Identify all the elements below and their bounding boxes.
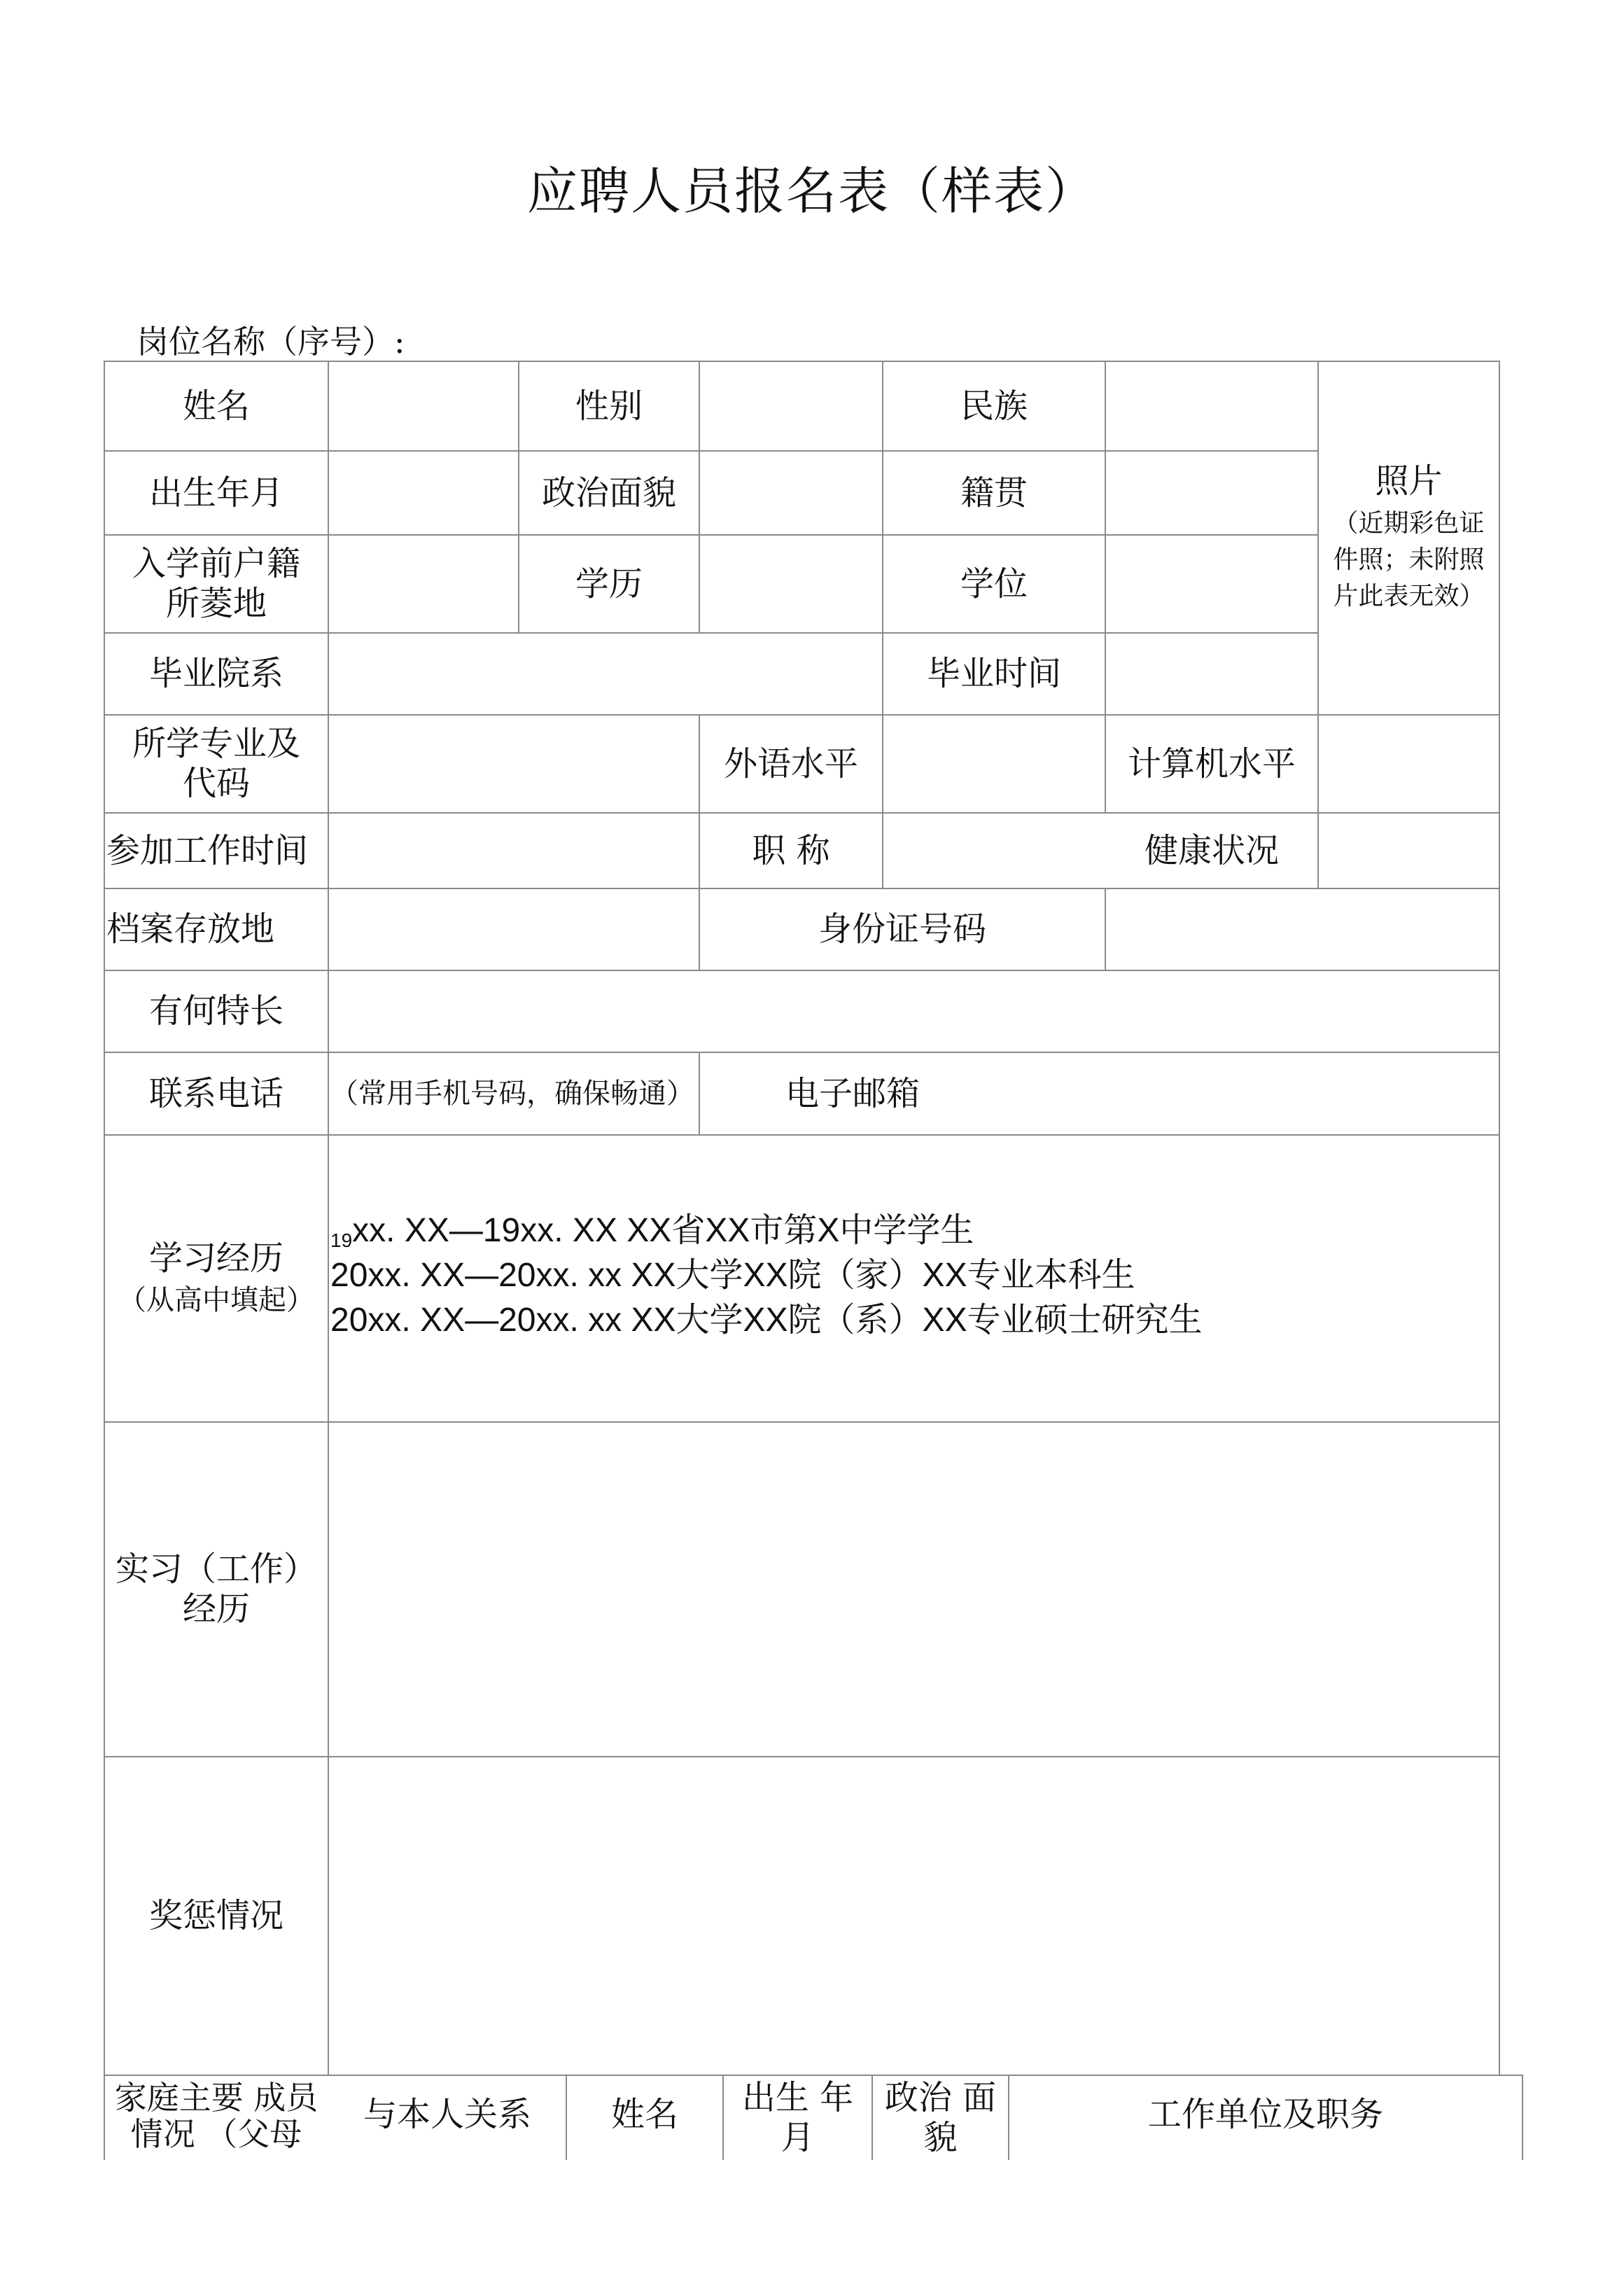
gender-field[interactable]: [700, 362, 882, 450]
label-native-place: 籍贯: [960, 473, 1028, 513]
label-major: [105, 716, 328, 812]
label-study-title: 学习经历: [148, 1238, 284, 1278]
photo-label: 照片: [1375, 461, 1443, 501]
work-experience-field[interactable]: [329, 1423, 1499, 1756]
work-start-field[interactable]: [329, 814, 699, 888]
label-job-title: 职 称: [752, 830, 830, 870]
label-study-note: （从高中填起）: [118, 1284, 314, 1317]
label-major-line2: 代码: [182, 764, 250, 803]
health-field[interactable]: [1319, 814, 1499, 888]
label-work-exp-line1: 实习（工作）: [115, 1549, 317, 1589]
label-work-exp-line2: 经历: [182, 1589, 250, 1629]
label-specialty: 有何特长: [148, 991, 284, 1031]
label-household: [105, 536, 328, 632]
foreign-lang-field[interactable]: [883, 716, 1105, 812]
label-work-experience: [105, 1423, 328, 1756]
study-entry: [330, 1298, 1203, 1343]
label-id-number: 身份证号码: [818, 909, 986, 949]
political-field[interactable]: [700, 452, 882, 534]
job-title-field[interactable]: [883, 814, 1105, 888]
label-archive: 档案存放地: [106, 909, 275, 949]
grad-time-field[interactable]: [1106, 634, 1317, 714]
label-political: 政治面貌: [541, 473, 676, 513]
study-entry-text: 20xx. XX—20xx. xx XX大学XX院（家）XX专业本科生: [330, 1257, 1135, 1294]
label-gender: 性别: [575, 386, 643, 426]
family-col-relation: 与本人关系: [363, 2094, 531, 2134]
major-field[interactable]: [329, 716, 699, 812]
family-col-employer: 工作单位及职务: [1147, 2094, 1383, 2134]
label-foreign-lang: 外语水平: [723, 744, 858, 783]
label-email: 电子邮箱: [785, 1073, 920, 1113]
family-col-political: 政治 面貌: [884, 2078, 997, 2157]
page-title: 应聘人员报名表（样表）: [526, 162, 1097, 221]
id-number-field[interactable]: [1106, 889, 1499, 970]
family-col-birth: 出生 年月: [741, 2078, 854, 2157]
household-field[interactable]: [329, 536, 518, 632]
phone-field[interactable]: （常用手机号码，确保畅通）: [330, 1078, 694, 1110]
label-education: 学历: [575, 564, 643, 604]
label-name: 姓名: [182, 386, 250, 426]
specialty-field[interactable]: [329, 971, 1499, 1052]
photo-box[interactable]: [1319, 362, 1499, 714]
post-name-label: 岗位名称（序号）:: [136, 323, 405, 361]
study-history-field[interactable]: [329, 1136, 1499, 1421]
ethnicity-field[interactable]: [1106, 362, 1317, 450]
label-study: [105, 1136, 328, 1421]
label-ethnicity: 民族: [960, 386, 1028, 426]
education-field[interactable]: [700, 536, 882, 632]
study-entry: [330, 1253, 1135, 1298]
label-phone: 联系电话: [148, 1073, 284, 1113]
college-field[interactable]: [329, 634, 882, 714]
label-grad-time: 毕业时间: [926, 654, 1061, 694]
label-household-line2: 所菱地: [165, 584, 267, 623]
name-field[interactable]: [329, 362, 518, 450]
native-place-field[interactable]: [1106, 452, 1317, 534]
label-degree: 学位: [960, 564, 1028, 604]
label-health: 健康状况: [1144, 830, 1279, 870]
study-entry-prefix: 19: [330, 1229, 353, 1251]
computer-field[interactable]: [1319, 716, 1499, 812]
label-family: 家庭主要 成员情况 （父母: [114, 2079, 318, 2153]
awards-field[interactable]: [329, 1757, 1499, 2075]
family-col-name: 姓名: [610, 2094, 678, 2134]
label-household-line1: 入学前户籍: [132, 544, 300, 584]
degree-field[interactable]: [1106, 536, 1317, 632]
label-college: 毕业院系: [148, 654, 284, 694]
study-entry-text: xx. XX—19xx. XX XX省XX市第X中学学生: [352, 1212, 974, 1249]
label-work-start: 参加工作时间: [106, 830, 309, 870]
archive-field[interactable]: [329, 889, 699, 970]
label-major-line1: 所学专业及: [132, 724, 300, 764]
label-computer: 计算机水平: [1127, 744, 1296, 783]
study-entry-text: 20xx. XX—20xx. xx XX大学XX院（系）XX专业硕士研究生: [330, 1302, 1203, 1339]
label-birth: 出生年月: [148, 473, 284, 513]
birth-field[interactable]: [329, 452, 518, 534]
label-awards: 奖惩情况: [148, 1896, 284, 1936]
photo-note: （近期彩色证件照；未附照片此表无效）: [1333, 508, 1485, 611]
